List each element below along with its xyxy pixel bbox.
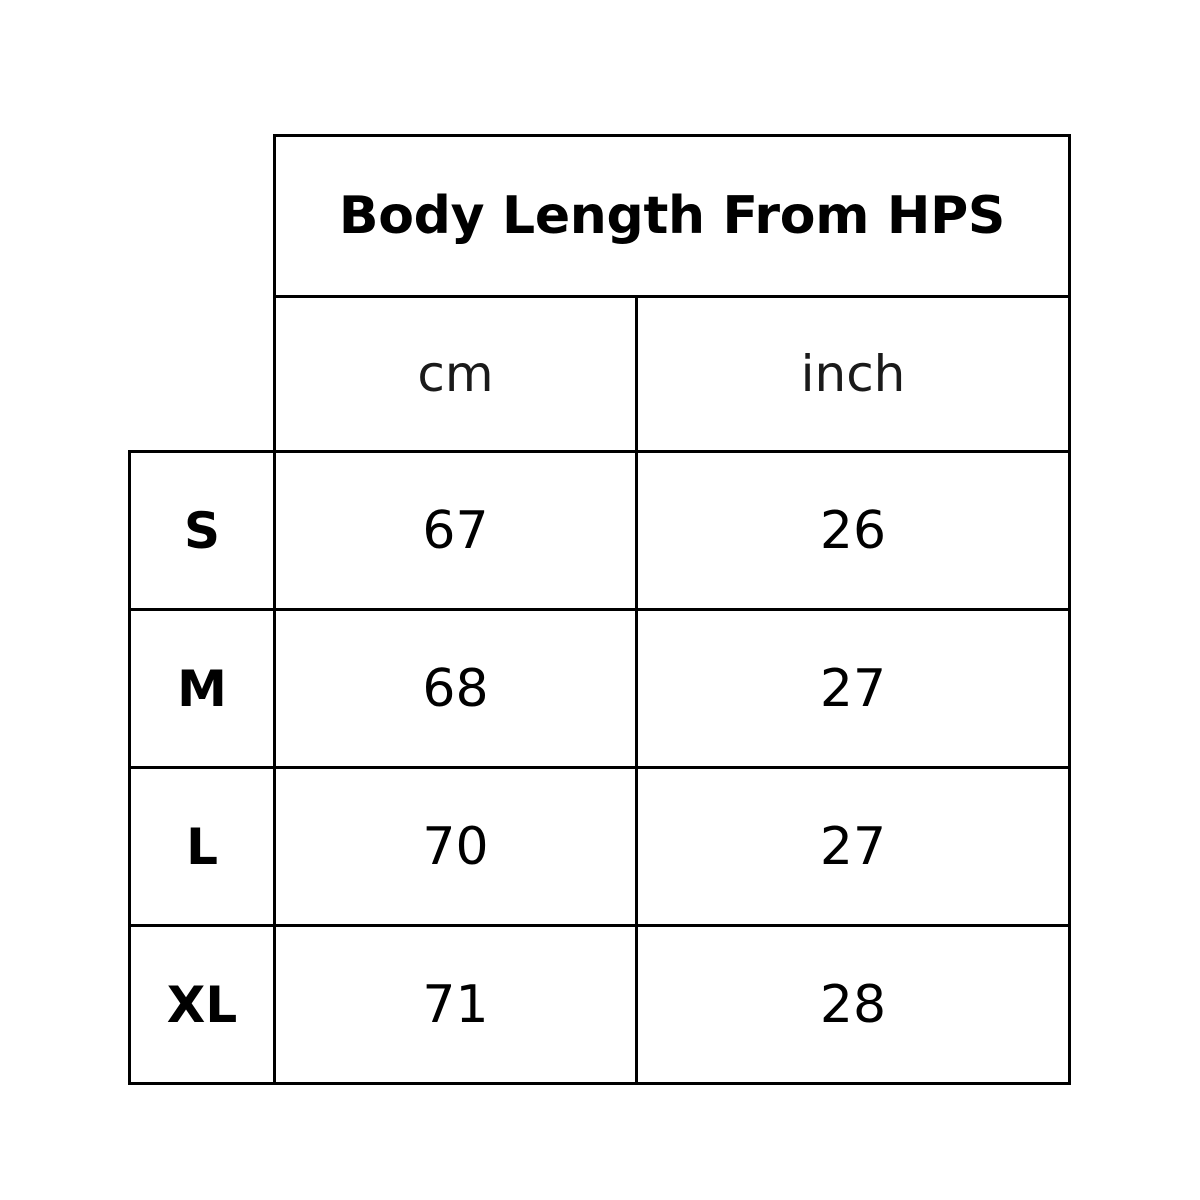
cell-cm-s: 67 (275, 452, 637, 610)
table-row (130, 452, 1070, 610)
table-corner-blank (130, 136, 275, 297)
row-size-label-xl: XL (130, 926, 275, 1084)
table-header-units-row (130, 297, 1070, 452)
cell-cm-xl: 71 (275, 926, 637, 1084)
table-row (130, 610, 1070, 768)
cell-inch-s: 26 (637, 452, 1070, 610)
column-header-inch: inch (637, 297, 1070, 452)
table-row (130, 768, 1070, 926)
size-chart-table (128, 134, 1071, 1085)
table-title: Body Length From HPS (275, 136, 1070, 297)
cell-inch-m: 27 (637, 610, 1070, 768)
cell-inch-l: 27 (637, 768, 1070, 926)
row-size-label-s: S (130, 452, 275, 610)
cell-cm-l: 70 (275, 768, 637, 926)
column-header-cm: cm (275, 297, 637, 452)
cell-cm-m: 68 (275, 610, 637, 768)
row-size-label-l: L (130, 768, 275, 926)
row-size-label-m: M (130, 610, 275, 768)
table-corner-blank-2 (130, 297, 275, 452)
table-row (130, 926, 1070, 1084)
table-header-title-row (130, 136, 1070, 297)
cell-inch-xl: 28 (637, 926, 1070, 1084)
